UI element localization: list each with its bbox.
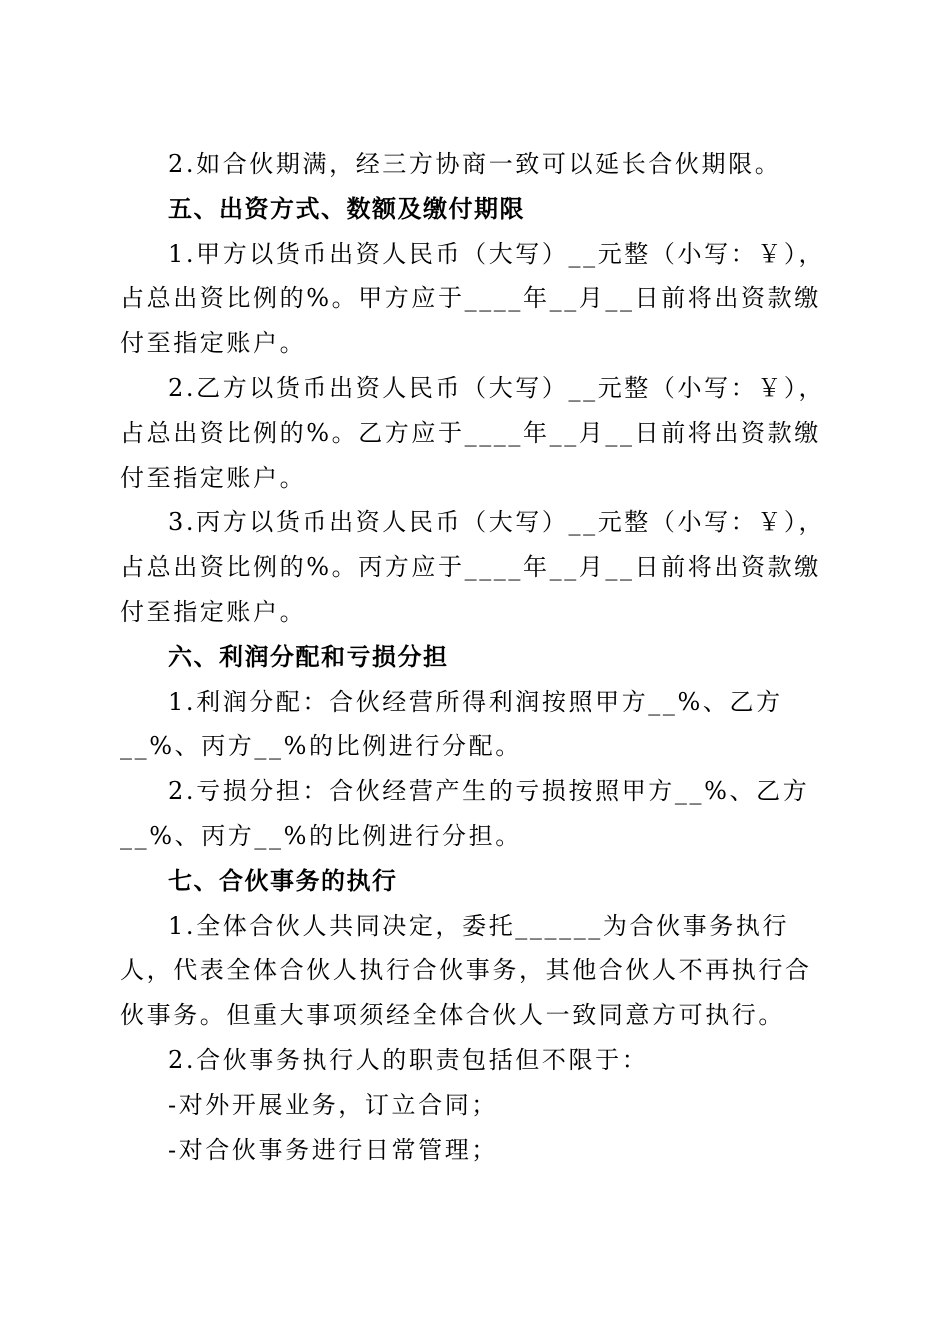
clause-5-2: 2.乙方以货币出资人民币（大写）__元整（小写：￥），占总出资比例的%。乙方应于____年__月__日前将出资款缴付至指定账户。 xyxy=(120,373,826,492)
duty-item-1: -对外开展业务，订立合同； xyxy=(168,1090,498,1119)
clause-4-2: 2.如合伙期满，经三方协商一致可以延长合伙期限。 xyxy=(168,150,782,178)
clause-5-3: 3.丙方以货币出资人民币（大写）__元整（小写：￥），占总出资比例的%。丙方应于____年__月__日前将出资款缴付至指定账户。 xyxy=(120,508,826,626)
section-6-heading: 六、利润分配和亏损分担 xyxy=(168,642,449,671)
clause-7-2: 2.合伙事务执行人的职责包括但不限于： xyxy=(168,1045,649,1074)
clause-7-1: 1.全体合伙人共同决定，委托______为合伙事务执行人，代表全体合伙人执行合伙事务，其他合伙人不再执行合伙事务。但重大事项须经全体合伙人一致同意方可执行。 xyxy=(120,911,812,1030)
clause-6-1: 1.利润分配：合伙经营所得利润按照甲方__%、乙方__%、丙方__%的比例进行分配。 xyxy=(120,687,783,761)
section-7-heading: 七、合伙事务的执行 xyxy=(168,866,398,895)
document-body xyxy=(120,142,838,1172)
clause-5-1: 1.甲方以货币出资人民币（大写）__元整（小写：￥），占总出资比例的%。甲方应于____年__月__日前将出资款缴付至指定账户。 xyxy=(120,239,826,358)
duty-item-2: -对合伙事务进行日常管理； xyxy=(168,1135,498,1164)
clause-6-2: 2.亏损分担：合伙经营产生的亏损按照甲方__%、乙方__%、丙方__%的比例进行分担。 xyxy=(120,777,810,850)
section-5-heading: 五、出资方式、数额及缴付期限 xyxy=(168,194,525,223)
